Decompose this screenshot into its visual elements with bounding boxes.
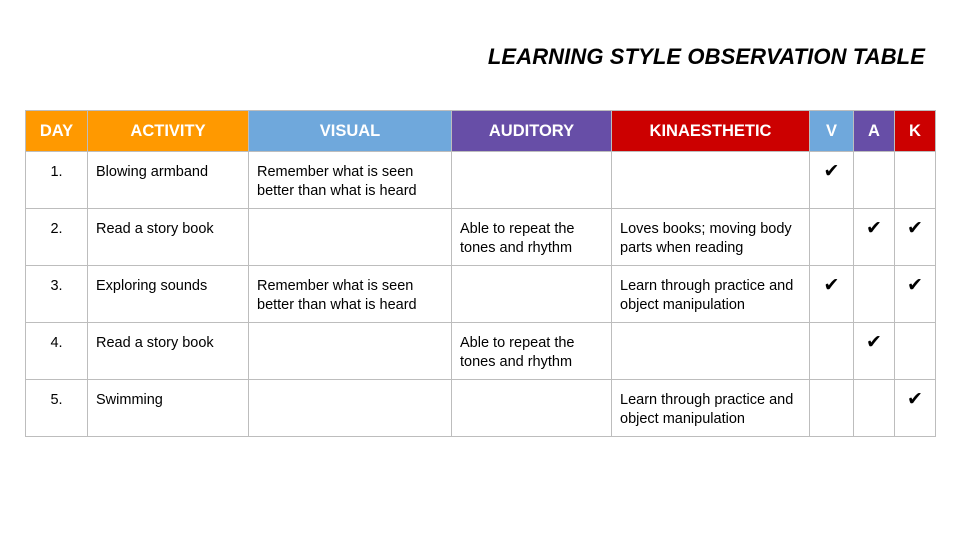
header-k: K xyxy=(895,111,936,152)
cell-auditory xyxy=(452,266,612,323)
cell-kinaesthetic: Loves books; moving body parts when reading xyxy=(612,209,810,266)
cell-k-check: ✔ xyxy=(895,209,936,266)
cell-activity: Read a story book xyxy=(88,209,249,266)
cell-kinaesthetic xyxy=(612,323,810,380)
cell-kinaesthetic: Learn through practice and object manipulation xyxy=(612,380,810,437)
cell-v-check: ✔ xyxy=(810,152,854,209)
header-a: A xyxy=(854,111,895,152)
cell-v-check xyxy=(810,209,854,266)
cell-day: 5. xyxy=(26,380,88,437)
cell-day: 1. xyxy=(26,152,88,209)
cell-activity: Exploring sounds xyxy=(88,266,249,323)
cell-a-check: ✔ xyxy=(854,323,895,380)
cell-day: 3. xyxy=(26,266,88,323)
header-v: V xyxy=(810,111,854,152)
cell-k-check: ✔ xyxy=(895,266,936,323)
cell-activity: Blowing armband xyxy=(88,152,249,209)
header-activity: ACTIVITY xyxy=(88,111,249,152)
page-title: LEARNING STYLE OBSERVATION TABLE xyxy=(487,44,925,69)
cell-visual xyxy=(249,209,452,266)
table-row xyxy=(26,380,936,437)
cell-visual: Remember what is seen better than what is heard xyxy=(249,266,452,323)
header-kinaesthetic: KINAESTHETIC xyxy=(612,111,810,152)
cell-kinaesthetic: Learn through practice and object manipulation xyxy=(612,266,810,323)
cell-day: 4. xyxy=(26,323,88,380)
cell-a-check: ✔ xyxy=(854,209,895,266)
cell-auditory: Able to repeat the tones and rhythm xyxy=(452,209,612,266)
cell-v-check xyxy=(810,323,854,380)
observation-table xyxy=(25,110,936,437)
table-row xyxy=(26,152,936,209)
table-row xyxy=(26,266,936,323)
table-row xyxy=(26,323,936,380)
cell-a-check xyxy=(854,380,895,437)
cell-activity: Read a story book xyxy=(88,323,249,380)
cell-k-check xyxy=(895,323,936,380)
cell-day: 2. xyxy=(26,209,88,266)
table-row xyxy=(26,209,936,266)
cell-kinaesthetic xyxy=(612,152,810,209)
cell-a-check xyxy=(854,152,895,209)
cell-k-check: ✔ xyxy=(895,380,936,437)
header-row xyxy=(26,111,936,152)
cell-auditory xyxy=(452,380,612,437)
cell-visual: Remember what is seen better than what is heard xyxy=(249,152,452,209)
cell-a-check xyxy=(854,266,895,323)
cell-v-check: ✔ xyxy=(810,266,854,323)
cell-k-check xyxy=(895,152,936,209)
header-visual: VISUAL xyxy=(249,111,452,152)
cell-v-check xyxy=(810,380,854,437)
header-day: DAY xyxy=(26,111,88,152)
cell-activity: Swimming xyxy=(88,380,249,437)
header-auditory: AUDITORY xyxy=(452,111,612,152)
cell-auditory: Able to repeat the tones and rhythm xyxy=(452,323,612,380)
cell-visual xyxy=(249,323,452,380)
cell-auditory xyxy=(452,152,612,209)
cell-visual xyxy=(249,380,452,437)
